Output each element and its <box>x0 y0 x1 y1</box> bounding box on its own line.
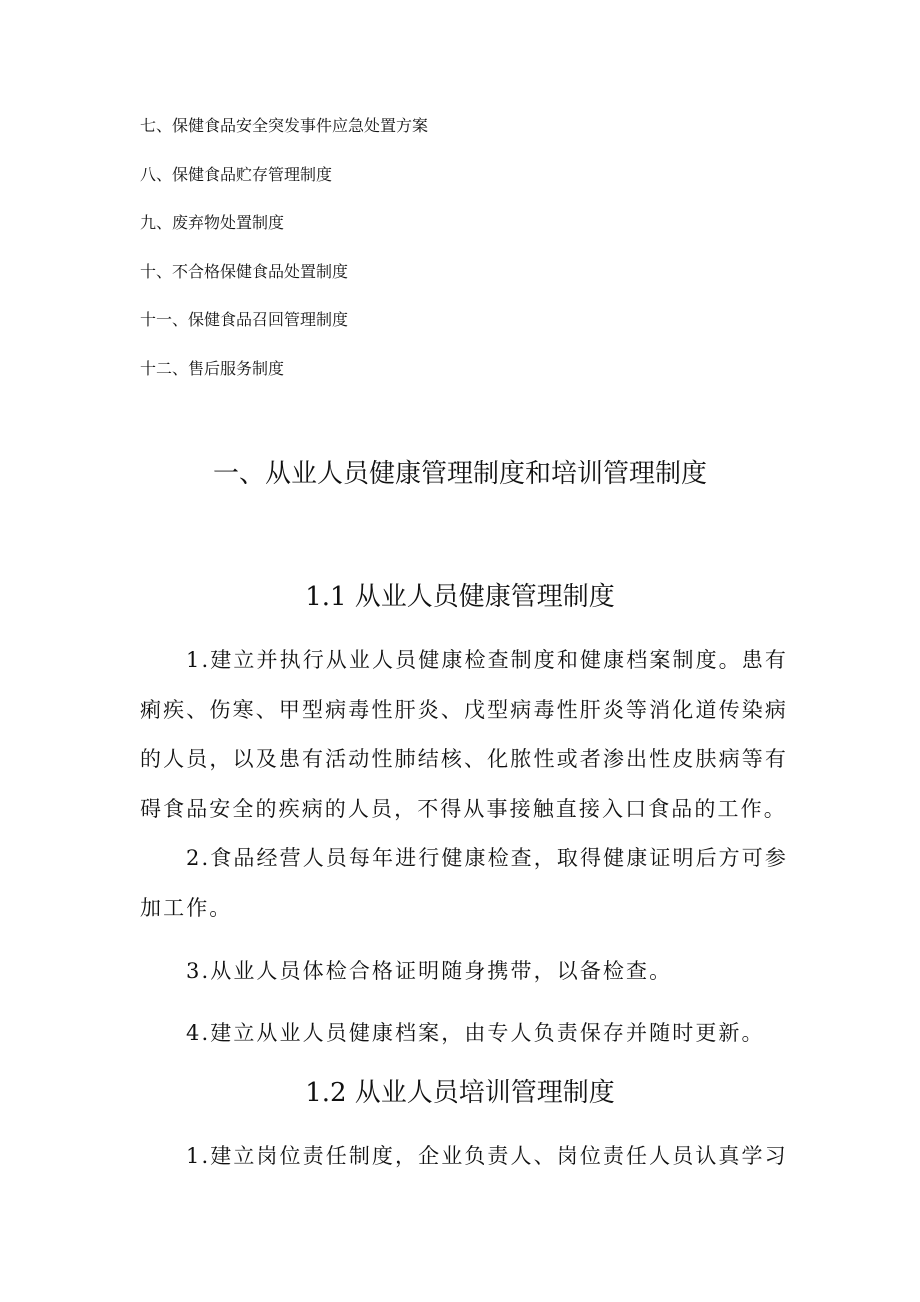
paragraph: 4.建立从业人员健康档案，由专人负责保存并随时更新。 <box>186 1021 765 1045</box>
chapter-title: 一、从业人员健康管理制度和培训管理制度 <box>212 459 707 489</box>
toc-item: 十二、售后服务制度 <box>140 358 285 378</box>
toc-item: 十一、保健食品召回管理制度 <box>140 310 349 330</box>
toc-item: 七、保健食品安全突发事件应急处置方案 <box>140 116 429 135</box>
paragraph: 1.建立岗位责任制度，企业负责人、岗位责任人员认真学习 <box>186 1144 788 1168</box>
paragraph: 1.建立并执行从业人员健康检查制度和健康档案制度。患有痢疾、伤寒、甲型病毒性肝炎、戊型病毒性肝炎等消化道传染病的人员，以及患有活动性肺结核、化脓性或者渗出性皮肤病等有碍食品安全的疾病的人员，不得从事接触直接入口食品的工作。 <box>140 648 788 821</box>
table-of-contents <box>140 114 780 406</box>
paragraph: 3.从业人员体检合格证明随身携带，以备检查。 <box>186 959 673 983</box>
toc-item: 八、保健食品贮存管理制度 <box>140 164 333 184</box>
section-title-1-1: 1.1 从业人员健康管理制度 <box>305 582 615 612</box>
paragraph: 2.食品经营人员每年进行健康检查，取得健康证明后方可参加工作。 <box>140 846 788 920</box>
section-title-1-2: 1.2 从业人员培训管理制度 <box>305 1078 615 1108</box>
toc-item: 九、废弃物处置制度 <box>140 213 285 233</box>
toc-item: 十、不合格保健食品处置制度 <box>140 261 349 281</box>
